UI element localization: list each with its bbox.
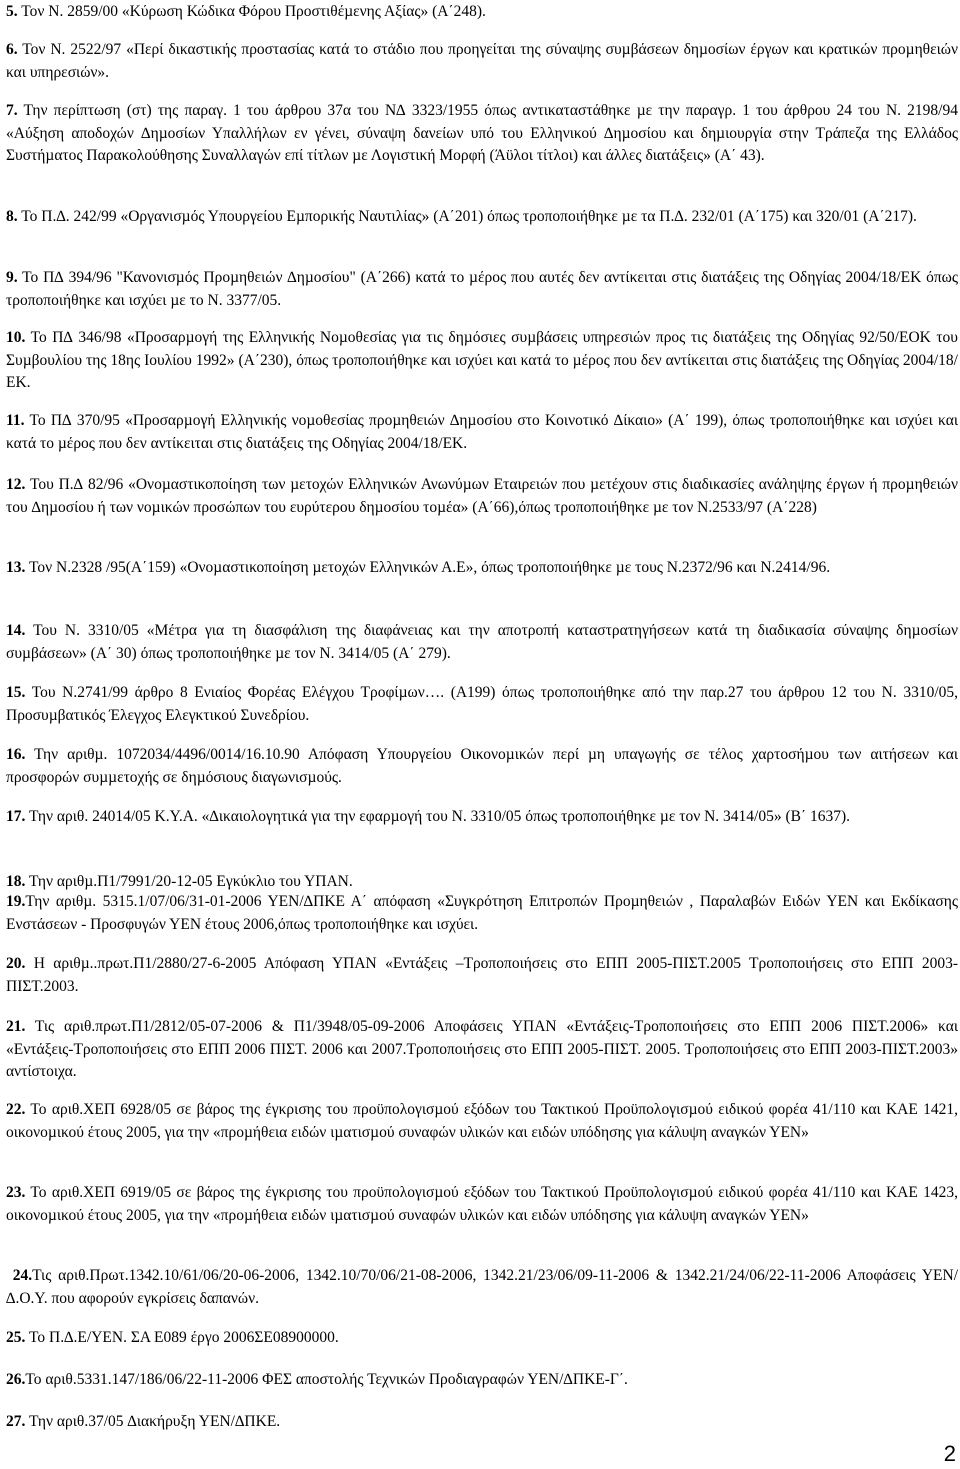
item-number: 14. [6, 622, 26, 639]
legal-reference-25 [6, 1327, 958, 1350]
item-text: Την αριθ. 24014/05 Κ.Υ.Α. «∆ικαιολογητικά για την εφαρµογή του Ν. 3310/05 όπως τροποποιήθηκε µε τον Ν. 3414/05» (Β΄ 1637). [28, 808, 851, 825]
item-text: Την αριθµ.Π1/7991/20-12-05 Εγκύκλιο του ΥΠΑΝ. [28, 873, 353, 890]
item-text: Του Ν. 3310/05 «Μέτρα για τη διασφάλιση της διαφάνειας και την αποτροπή καταστρατηγήσεων κατά τη διαδικασία σύναψης δηµοσίων συµβάσεων» (Α΄ 30) όπως τροποποιήθηκε µε τον Ν. 3414/05 (Α΄ 279). [6, 622, 958, 662]
item-text: Το αριθ.5331.147/186/06/22-11-2006 ΦΕΣ αποστολής Τεχνικών Προδιαγραφών ΥΕΝ/∆ΠΚΕ-Γ΄. [25, 1371, 628, 1388]
item-number: 8. [6, 208, 18, 225]
item-text: Τον Ν. 2522/97 «Περί δικαστικής προστασίας κατά το στάδιο που προηγείται της σύναψης συµβάσεων δηµοσίων έργων και κρατικών προµηθειών και υπηρεσιών». [6, 41, 958, 81]
item-number: 9. [6, 269, 18, 286]
item-number: 25. [6, 1329, 26, 1346]
item-number: 21. [6, 1018, 26, 1035]
legal-reference-5 [6, 1, 958, 24]
item-text: Την περίπτωση (στ) της παραγ. 1 του άρθρου 37α του Ν∆ 3323/1955 όπως αντικαταστάθηκε µε την παραγρ. 1 του άρθρου 24 του Ν. 2198/94 «Αύξηση αποδοχών ∆ηµοσίων Υπαλλήλων εν γένει, σύναψη δανείων υπό του Ελληνικού ∆ηµοσίου και δηµιουργία στην Τράπεζα της Ελλάδος Συστήµατος Παρακολούθησης Συναλλαγών επί τίτλων µε Λογιστική Μορφή (Άϋλοι τίτλοι) και άλλες διατάξεις» (Α΄ 43). [6, 102, 958, 164]
legal-reference-15 [6, 682, 958, 727]
item-text: Του Ν.2741/99 άρθρο 8 Ενιαίος Φορέας Ελέγχου Τροφίµων…. (Α199) όπως τροποποιήθηκε από την παρ.27 του άρθρου 12 του Ν. 3310/05, Προσυµβατικός Έλεγχος Ελεγκτικού Συνεδρίου. [6, 684, 958, 724]
item-text: Το αριθ.ΧΕΠ 6919/05 σε βάρος της έγκρισης του προϋπολογισµού εξόδων του Τακτικού Προϋπολογισµού ειδικού φορέα 41/110 και ΚΑΕ 1423, οικονοµικού έτους 2005, για την «προµήθεια ειδών ιµατισµού συναφών υλικών και ειδών υπόδησης για κάλυψη αναγκών ΥΕΝ» [6, 1184, 958, 1224]
item-number: 27. [6, 1413, 26, 1430]
legal-reference-21 [6, 1016, 958, 1084]
legal-reference-13 [6, 557, 958, 580]
item-number: 7. [6, 102, 18, 119]
legal-reference-9 [6, 267, 958, 312]
item-number: 16. [6, 746, 26, 763]
legal-reference-23 [6, 1182, 958, 1227]
item-number: 24. [12, 1267, 33, 1284]
legal-reference-16 [6, 744, 958, 789]
item-text: Το Π∆ 394/96 "Κανονισµός Προµηθειών ∆ηµοσίου" (Α΄266) κατά το µέρος που αυτές δεν αντίκειται στις διατάξεις της Οδηγίας 2004/18/ΕΚ όπως τροποποιήθηκε και ισχύει µε το Ν. 3377/05. [6, 269, 958, 309]
item-number: 11. [6, 412, 25, 429]
item-text: Την αριθ.37/05 ∆ιακήρυξη ΥΕΝ/∆ΠΚΕ. [28, 1413, 281, 1430]
legal-reference-7 [6, 100, 958, 168]
legal-reference-6 [6, 39, 958, 84]
item-number: 17. [6, 808, 26, 825]
item-number: 26. [6, 1371, 26, 1388]
legal-reference-14 [6, 620, 958, 665]
page-number: 2 [943, 1441, 956, 1466]
item-number: 15. [6, 684, 26, 701]
item-number: 20. [6, 955, 26, 972]
item-number: 19. [6, 893, 26, 910]
legal-reference-26 [6, 1369, 958, 1392]
legal-reference-24 [6, 1265, 958, 1310]
item-number: 22. [6, 1101, 26, 1118]
item-text: Τις αριθ.Πρωτ.1342.10/61/06/20-06-2006, 1342.10/70/06/21-08-2006, 1342.21/23/06/09-11-2006 & 1342.21/24/06/22-11-2006 Αποφάσεις ΥΕΝ/∆.Ο.Υ. που αφορούν εγκρίσεις δαπανών. [6, 1267, 959, 1307]
item-number: 13. [6, 559, 26, 576]
legal-reference-20 [6, 953, 958, 998]
item-number: 10. [6, 329, 26, 346]
legal-reference-8 [6, 206, 958, 229]
legal-reference-19 [6, 891, 958, 936]
item-text: Τον Ν. 2859/00 «Κύρωση Κώδικα Φόρου Προστιθέµενης Αξίας» (Α΄248). [21, 3, 486, 20]
item-text: Τις αριθ.πρωτ.Π1/2812/05-07-2006 & Π1/3948/05-09-2006 Αποφάσεις ΥΠΑΝ «Εντάξεις-Τροποποιήσεις στο ΕΠΠ 2006 ΠΙΣΤ.2006» και «Εντάξεις-Τροποποιήσεις στο ΕΠΠ 2006 ΠΙΣΤ. 2006 και 2007.Τροποποιήσεις στο ΕΠΠ 2005-ΠΙΣΤ. 2005. Τροποποιήσεις στο ΕΠΠ 2003-ΠΙΣΤ.2003» αντίστοιχα. [6, 1018, 958, 1080]
item-text: Το Π.∆. 242/99 «Οργανισµός Υπουργείου Εµπορικής Ναυτιλίας» (Α΄201) όπως τροποποιήθηκε µε τα Π.∆. 232/01 (Α΄175) και 320/01 (Α΄217). [21, 208, 917, 225]
item-number: 5. [6, 3, 18, 20]
item-text: Η αριθµ..πρωτ.Π1/2880/27-6-2005 Απόφαση ΥΠΑΝ «Εντάξεις –Τροποποιήσεις στο ΕΠΠ 2005-ΠΙΣΤ.2005 Τροποποιήσεις στο ΕΠΠ 2003-ΠΙΣΤ.2003. [6, 955, 958, 995]
item-number: 23. [6, 1184, 26, 1201]
item-text: Τον Ν.2328 /95(Α΄159) «Ονοµαστικοποίηση µετοχών Ελληνικών Α.Ε», όπως τροποποιήθηκε µε τους Ν.2372/96 και Ν.2414/96. [28, 559, 831, 576]
item-text: Το αριθ.ΧΕΠ 6928/05 σε βάρος της έγκρισης του προϋπολογισµού εξόδων του Τακτικού Προϋπολογισµού ειδικού φορέα 41/110 και ΚΑΕ 1421, οικονοµικού έτους 2005, για την «προµήθεια ειδών ιµατισµού συναφών υλικών και ειδών υπόδησης για κάλυψη αναγκών ΥΕΝ» [6, 1101, 958, 1141]
legal-reference-22 [6, 1099, 958, 1144]
legal-reference-12 [6, 474, 958, 519]
item-text: Το Π.∆.Ε/ΥΕΝ. ΣΑ Ε089 έργο 2006ΣΕ08900000. [28, 1329, 339, 1346]
item-text: Την αριθµ. 1072034/4496/0014/16.10.90 Απόφαση Υπουργείου Οικονοµικών περί µη υπαγωγής σε τέλος χαρτοσήµου των αιτήσεων και προσφορών συµµετοχής σε δηµόσιους διαγωνισµούς. [6, 746, 958, 786]
item-text: Το Π∆ 346/98 «Προσαρµογή της Ελληνικής Νοµοθεσίας για τις δηµόσιες συµβάσεις υπηρεσιών προς τις διατάξεις της Οδηγίας 92/50/ΕΟΚ του Συµβουλίου της 18ης Ιουλίου 1992» (Α΄230), όπως τροποποιήθηκε και ισχύει και κατά το µέρος που δεν αντίκειται στις διατάξεις της Οδηγίας 2004/18/ΕΚ. [6, 329, 958, 391]
legal-reference-10 [6, 327, 958, 395]
item-text: Το Π∆ 370/95 «Προσαρµογή Ελληνικής νοµοθεσίας προµηθειών ∆ηµοσίου στο Κοινοτικό ∆ίκαιο» (Α΄ 199), όπως τροποποιήθηκε και ισχύει και κατά το µέρος που δεν αντίκειται στις διατάξεις της Οδηγίας 2004/18/ΕΚ. [6, 412, 958, 452]
legal-reference-17 [6, 806, 958, 829]
item-text: Του Π.∆ 82/96 «Ονοµαστικοποίηση των µετοχών Ελληνικών Ανωνύµων Εταιρειών που µετέχουν στις διαδικασίες ανάληψης έργων ή προµηθειών του ∆ηµοσίου ή των νοµικών προσώπων του ευρύτερου δηµοσίου τοµέα» (Α΄66),όπως τροποποιήθηκε µε τον Ν.2533/97 (Α΄228) [6, 476, 958, 516]
item-number: 12. [6, 476, 26, 493]
legal-reference-11 [6, 410, 958, 455]
item-number: 18. [6, 873, 26, 890]
legal-reference-27 [6, 1411, 958, 1434]
item-text: Την αριθµ. 5315.1/07/06/31-01-2006 ΥΕΝ/∆ΠΚΕ Α΄ απόφαση «Συγκρότηση Επιτροπών Προµηθειών , Παραλαβών Ειδών ΥΕΝ και Εκδίκασης Ενστάσεων - Προσφυγών ΥΕΝ έτους 2006,όπως τροποποιήθηκε και ισχύει. [6, 893, 958, 933]
item-number: 6. [6, 41, 18, 58]
